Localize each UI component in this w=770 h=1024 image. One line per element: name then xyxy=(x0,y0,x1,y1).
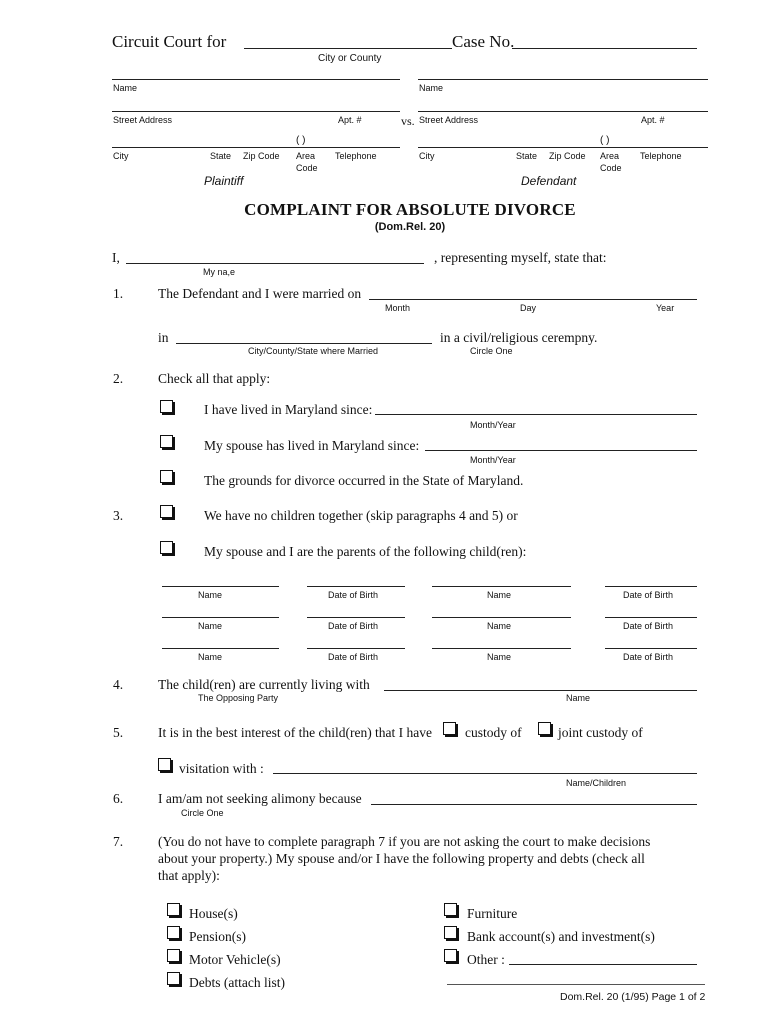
defendant-name-field[interactable] xyxy=(418,79,708,80)
child-name-label: Name xyxy=(487,621,512,631)
footer-page-info: Dom.Rel. 20 (1/95) Page 1 of 2 xyxy=(560,991,706,1003)
child3-name-field[interactable] xyxy=(162,617,279,618)
p1-day-label: Day xyxy=(520,303,537,313)
p7-bank-label: Bank account(s) and investment(s) xyxy=(467,929,655,944)
child-name-label: Name xyxy=(487,590,512,600)
visitation-with-field[interactable] xyxy=(273,773,697,774)
p7-other-label: Other : xyxy=(467,952,505,967)
joint-custody-checkbox[interactable] xyxy=(538,722,551,735)
vs-label: vs. xyxy=(401,114,415,128)
child-name-label: Name xyxy=(198,652,223,662)
footer-rule xyxy=(447,984,705,985)
p1-text: The Defendant and I were married on xyxy=(158,286,362,301)
p5-name-children-label: Name/Children xyxy=(566,778,627,788)
child6-name-field[interactable] xyxy=(432,648,571,649)
child-name-label: Name xyxy=(487,652,512,662)
p7-line3: that apply): xyxy=(158,868,220,883)
plaintiff-city-label: City xyxy=(113,151,129,161)
p3-number: 3. xyxy=(113,508,124,523)
intro-i: I, xyxy=(112,250,120,265)
city-or-county-label: City or County xyxy=(318,53,382,64)
child5-name-field[interactable] xyxy=(162,648,279,649)
other-property-checkbox[interactable] xyxy=(444,949,457,962)
defendant-name-label: Name xyxy=(419,83,444,93)
houses-checkbox[interactable] xyxy=(167,903,180,916)
p7-pension-label: Pension(s) xyxy=(189,929,246,944)
defendant-area-label: Area xyxy=(600,151,620,161)
plaintiff-state-label: State xyxy=(210,151,232,161)
intro-representing: , representing myself, state that: xyxy=(434,250,607,265)
my-name-field[interactable] xyxy=(126,263,424,264)
children-living-with-field[interactable] xyxy=(384,690,697,691)
plaintiff-apt-label: Apt. # xyxy=(338,115,362,125)
plaintiff-street-label: Street Address xyxy=(113,115,173,125)
defendant-city-label: City xyxy=(419,151,435,161)
p4-name-label: Name xyxy=(566,693,591,703)
defendant-state-label: State xyxy=(516,151,538,161)
p1-year-label: Year xyxy=(656,303,675,313)
child3-dob-field[interactable] xyxy=(307,617,405,618)
marriage-place-field[interactable] xyxy=(176,343,432,344)
p5-visitation-label: visitation with : xyxy=(179,761,264,776)
motor-vehicle-checkbox[interactable] xyxy=(167,949,180,962)
plaintiff-telephone-label: Telephone xyxy=(335,151,377,161)
p6-circle-one: Circle One xyxy=(181,808,224,818)
p1-in: in xyxy=(158,330,169,345)
p1-place-label: City/County/State where Married xyxy=(248,346,379,356)
p5-custody-label: custody of xyxy=(465,725,522,740)
plaintiff-name-field[interactable] xyxy=(112,79,400,80)
plaintiff-area-label: Area xyxy=(296,151,316,161)
furniture-checkbox[interactable] xyxy=(444,903,457,916)
defendant-zip-label: Zip Code xyxy=(549,151,586,161)
case-number-field[interactable] xyxy=(512,48,697,49)
child-dob-label: Date of Birth xyxy=(328,590,379,600)
plaintiff-address-field[interactable] xyxy=(112,111,400,112)
p3-opt1-label: We have no children together (skip paragraphs 4 and 5) or xyxy=(204,508,518,523)
lived-in-maryland-checkbox[interactable] xyxy=(160,400,173,413)
p2-month-year-2: Month/Year xyxy=(470,455,516,465)
p2-number: 2. xyxy=(113,371,124,386)
child-dob-label: Date of Birth xyxy=(623,652,674,662)
plaintiff-code-label: Code xyxy=(296,163,318,173)
no-children-checkbox[interactable] xyxy=(160,505,173,518)
alimony-reason-field[interactable] xyxy=(371,804,697,805)
debts-checkbox[interactable] xyxy=(167,972,180,985)
defendant-telephone-label: Telephone xyxy=(640,151,682,161)
p1-civil-religious: in a civil/religious cerempny. xyxy=(440,330,598,345)
my-name-label: My na,e xyxy=(203,267,236,277)
p6-number: 6. xyxy=(113,791,124,806)
p2-opt2-label: My spouse has lived in Maryland since: xyxy=(204,438,420,453)
defendant-area-paren: ( ) xyxy=(600,135,610,146)
plaintiff-label: Plaintiff xyxy=(204,174,244,188)
p7-number: 7. xyxy=(113,834,124,849)
p7-debts-label: Debts (attach list) xyxy=(189,975,285,990)
p3-opt2-label: My spouse and I are the parents of the following child(ren): xyxy=(204,544,527,559)
plaintiff-name-label: Name xyxy=(113,83,138,93)
child4-name-field[interactable] xyxy=(432,617,571,618)
p2-text: Check all that apply: xyxy=(158,371,271,386)
child-dob-label: Date of Birth xyxy=(328,652,379,662)
grounds-in-maryland-checkbox[interactable] xyxy=(160,470,173,483)
p7-line2: about your property.) My spouse and/or I have the following property and debts (check all xyxy=(158,851,645,866)
child1-dob-field[interactable] xyxy=(307,586,405,587)
lived-since-field[interactable] xyxy=(375,414,697,415)
p1-month-label: Month xyxy=(385,303,411,313)
defendant-street-label: Street Address xyxy=(419,115,479,125)
child-dob-label: Date of Birth xyxy=(623,590,674,600)
p5-joint-label: joint custody of xyxy=(558,725,643,740)
marriage-date-field[interactable] xyxy=(369,299,697,300)
defendant-code-label: Code xyxy=(600,163,622,173)
p1-circle-one: Circle One xyxy=(470,346,513,356)
visitation-checkbox[interactable] xyxy=(158,758,171,771)
pension-checkbox[interactable] xyxy=(167,926,180,939)
p6-text: I am/am not seeking alimony because xyxy=(158,791,362,806)
defendant-apt-label: Apt. # xyxy=(641,115,665,125)
child-name-label: Name xyxy=(198,590,223,600)
circuit-court-label: Circuit Court for xyxy=(112,32,227,51)
spouse-lived-in-maryland-checkbox[interactable] xyxy=(160,435,173,448)
p7-line1: (You do not have to complete paragraph 7 if you are not asking the court to make decisions xyxy=(158,834,651,849)
p1-number: 1. xyxy=(113,286,124,301)
case-no-label: Case No. xyxy=(452,32,515,51)
plaintiff-zip-label: Zip Code xyxy=(243,151,280,161)
child6-dob-field[interactable] xyxy=(605,648,697,649)
child-dob-label: Date of Birth xyxy=(623,621,674,631)
p5-text: It is in the best interest of the child(ren) that I have xyxy=(158,725,433,740)
p2-opt1-label: I have lived in Maryland since: xyxy=(204,402,373,417)
defendant-address-field[interactable] xyxy=(418,111,708,112)
child4-dob-field[interactable] xyxy=(605,617,697,618)
child-dob-label: Date of Birth xyxy=(328,621,379,631)
defendant-city-field[interactable] xyxy=(418,147,708,148)
child-name-label: Name xyxy=(198,621,223,631)
plaintiff-area-paren: ( ) xyxy=(296,135,306,146)
bank-accounts-checkbox[interactable] xyxy=(444,926,457,939)
plaintiff-city-field[interactable] xyxy=(112,147,400,148)
p7-houses-label: House(s) xyxy=(189,906,238,921)
child2-name-field[interactable] xyxy=(432,586,571,587)
p7-motor-label: Motor Vehicle(s) xyxy=(189,952,281,967)
custody-checkbox[interactable] xyxy=(443,722,456,735)
child2-dob-field[interactable] xyxy=(605,586,697,587)
p5-number: 5. xyxy=(113,725,124,740)
child1-name-field[interactable] xyxy=(162,586,279,587)
other-property-field[interactable] xyxy=(509,964,697,965)
p2-month-year-1: Month/Year xyxy=(470,420,516,430)
spouse-lived-since-field[interactable] xyxy=(425,450,697,451)
p7-furniture-label: Furniture xyxy=(467,906,518,921)
defendant-label: Defendant xyxy=(521,174,577,188)
document-subtitle: (Dom.Rel. 20) xyxy=(374,221,446,233)
court-location-field[interactable] xyxy=(244,48,452,49)
document-title: COMPLAINT FOR ABSOLUTE DIVORCE xyxy=(244,200,576,219)
p4-text: The child(ren) are currently living with xyxy=(158,677,370,692)
p4-opposing-label: The Opposing Party xyxy=(198,693,279,703)
p2-opt3-label: The grounds for divorce occurred in the State of Maryland. xyxy=(204,473,524,488)
child5-dob-field[interactable] xyxy=(307,648,405,649)
have-children-checkbox[interactable] xyxy=(160,541,173,554)
p4-number: 4. xyxy=(113,677,124,692)
